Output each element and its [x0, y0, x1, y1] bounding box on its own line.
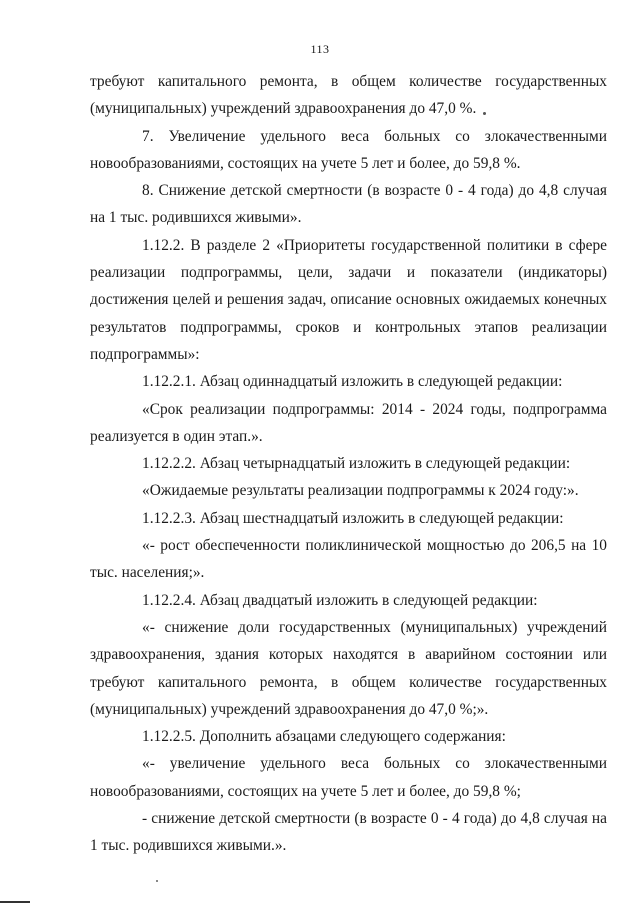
paragraph-1-12-2-3: 1.12.2.3. Абзац шестнадцатый изложить в следующей редакции: — [142, 509, 564, 527]
page-number: 113 — [310, 42, 330, 56]
quote-expected-results: «Ожидаемые результаты реализации подпрограммы к 2024 году:». — [142, 482, 579, 500]
scan-edge-mark — [0, 901, 30, 903]
quote-emergency-buildings: «- снижение доли государственных (муниципальных) учреждений здравоохранения, здания которых находятся в аварийном состоянии или требуют капитального ремонта, в общем количестве государственных (муниципальных) учреждений здравоохранения до 47,0 %;». — [90, 618, 607, 718]
document-body — [90, 68, 607, 860]
quote-polyclinic-capacity: «- рост обеспеченности поликлинической мощностью до 206,5 на 10 тыс. населения;». — [90, 537, 607, 582]
paragraph-1-12-2: 1.12.2. В разделе 2 «Приоритеты государственной политики в сфере реализации подпрограммы, цели, задачи и показатели (индикаторы) достижения целей и решения задач, описание основных ожидаемых конечных результатов подпрограммы, сроков и контрольных этапов реализации подпрограммы»: — [90, 236, 607, 363]
quote-oncology-patients: «- увеличение удельного веса больных со злокачественными новообразованиями, состоящих на учете 5 лет и более, до 59,8 %; — [90, 755, 607, 800]
paragraph-1-12-2-2: 1.12.2.2. Абзац четырнадцатый изложить в следующей редакции: — [142, 455, 571, 473]
paragraph-1-12-2-5: 1.12.2.5. Дополнить абзацами следующего содержания: — [142, 728, 506, 746]
scan-artifact — [156, 880, 158, 882]
paragraph-1-12-2-1: 1.12.2.1. Абзац одиннадцатый изложить в следующей редакции: — [142, 373, 563, 391]
paragraph-continuation: требуют капитального ремонта, в общем количестве государственных (муниципальных) учреждений здравоохранения до 47,0 %. — [90, 73, 607, 118]
paragraph-item-7: 7. Увеличение удельного веса больных со злокачественными новообразованиями, состоящих на учете 5 лет и более, до 59,8 %. — [90, 127, 607, 172]
paragraph-item-8: 8. Снижение детской смертности (в возрасте 0 - 4 года) до 4,8 случая на 1 тыс. родившихся живыми». — [90, 182, 607, 227]
quote-child-mortality: - снижение детской смертности (в возрасте 0 - 4 года) до 4,8 случая на 1 тыс. родившихся живыми.». — [90, 810, 607, 855]
quote-term: «Срок реализации подпрограммы: 2014 - 2024 годы, подпрограмма реализуется в один этап.». — [90, 400, 607, 445]
paragraph-1-12-2-4: 1.12.2.4. Абзац двадцатый изложить в следующей редакции: — [142, 591, 538, 609]
